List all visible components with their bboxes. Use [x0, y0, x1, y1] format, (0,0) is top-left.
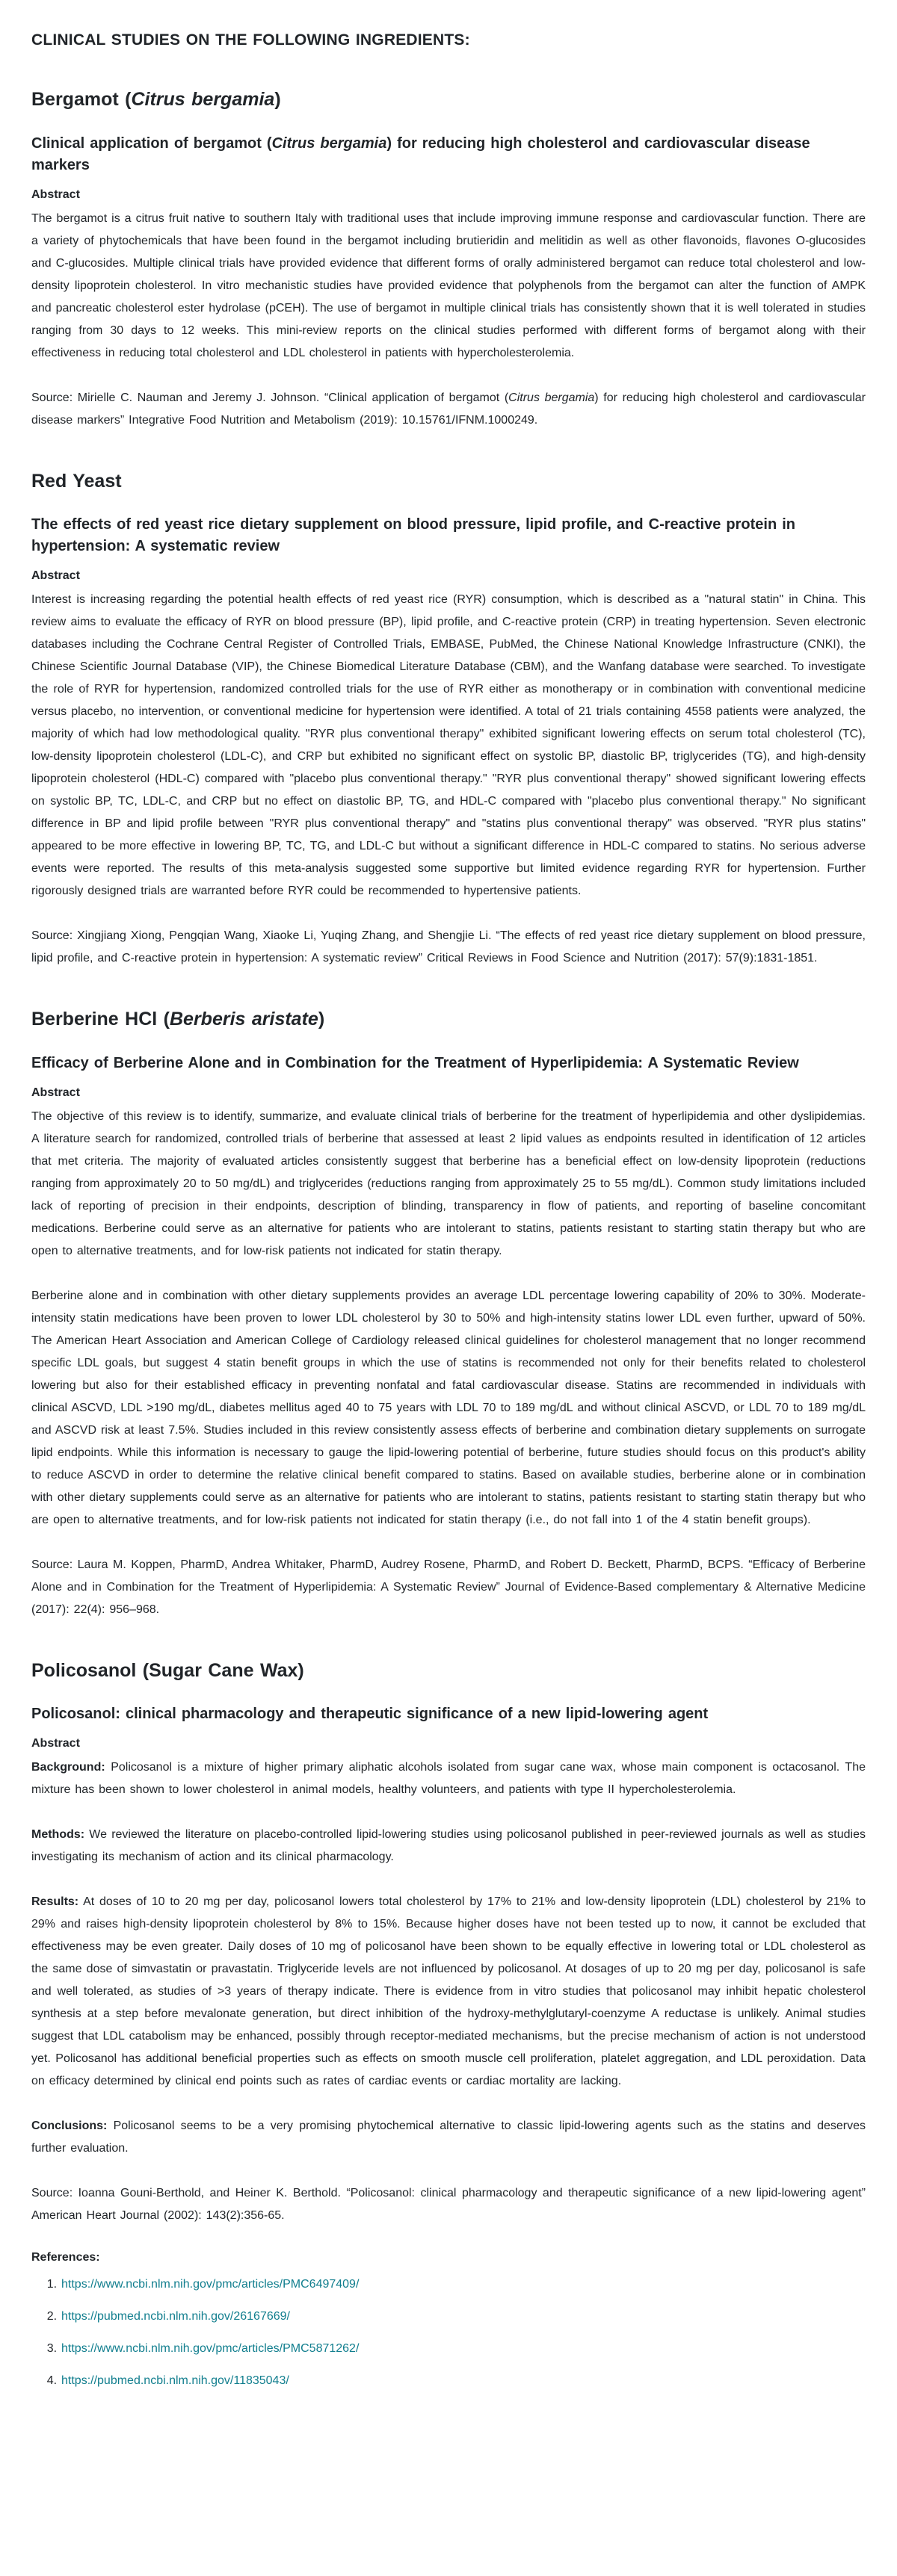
study-title-before: Policosanol: clinical pharmacology and therapeutic significance of a new lipid-lowering agent: [31, 1706, 709, 1723]
paragraph-text: We reviewed the literature on placebo-controlled lipid-lowering studies using policosanol published in peer-reviewed journals as well as studies investigating its mechanism of action and its clinical pharmacology.: [31, 1828, 866, 1864]
section-heading: [31, 469, 866, 494]
heading-text-before: Red Yeast: [31, 470, 122, 492]
reference-link-1[interactable]: https://www.ncbi.nlm.nih.gov/pmc/articles/PMC6497409/: [61, 2278, 360, 2291]
reference-item: [61, 2338, 866, 2360]
reference-link-4[interactable]: https://pubmed.ncbi.nlm.nih.gov/11835043/: [61, 2374, 289, 2388]
source-text-before: Source: Ioanna Gouni-Berthold, and Heiner K. Berthold. “Policosanol: clinical pharmacology and therapeutic significance of a new lipid-lowering agent” American Heart Journal (2002): 143(2):356-65.: [31, 2187, 866, 2223]
paragraph-label: Conclusions:: [31, 2120, 108, 2133]
section-red-yeast: [31, 469, 866, 970]
reference-link-3[interactable]: https://www.ncbi.nlm.nih.gov/pmc/articles/PMC5871262/: [61, 2342, 360, 2356]
source-text-before: Source: Laura M. Koppen, PharmD, Andrea Whitaker, PharmD, Audrey Rosene, PharmD, and Robert D. Beckett, PharmD, BCPS. “Efficacy of Berberine Alone and in Combination for the Treatment of Hyperlipidemia: A Systematic Review” Journal of Evidence-Based complementary & Alternative Medicine (2017): 22(4): 956–968.: [31, 1558, 866, 1616]
section-heading: [31, 1659, 866, 1683]
species-name-italic: Citrus bergamia: [508, 391, 595, 404]
abstract-paragraph: [31, 2115, 866, 2160]
study-title: [31, 1053, 866, 1074]
abstract-paragraph: [31, 1756, 866, 1801]
heading-text-before: Policosanol (Sugar Cane Wax): [31, 1659, 304, 1681]
reference-item: [61, 2370, 866, 2392]
heading-text-before: Berberine HCl (: [31, 1009, 170, 1030]
heading-text-after: ): [318, 1009, 325, 1030]
page-title: CLINICAL STUDIES ON THE FOLLOWING INGREDIENTS:: [31, 31, 470, 49]
study-title-before: Efficacy of Berberine Alone and in Combination for the Treatment of Hyperlipidemia: A Systematic Review: [31, 1054, 799, 1071]
paragraph-text: Interest is increasing regarding the potential health effects of red yeast rice (RYR) consumption, which is described as a "natural statin" in China. This review aims to evaluate the efficacy of RYR on blood pressure (BP), lipid profile, and C-reactive protein (CRP) in treating hypertension. Seven electronic databases including the Cochrane Central Register of Controlled Trials, EMBASE, PubMed, the Chinese National Knowledge Infrastructure (CNKI), the Chinese Scientific Journal Database (VIP), the Chinese Biomedical Literature Database (CBM), and the Wanfang database were searched. To investigate the role of RYR for hypertension, randomized controlled trials for the use of RYR either as monotherapy or in combination with conventional medicine versus placebo, no intervention, or conventional medicine for hypertension were identified. A total of 21 trials containing 4558 patients were analyzed, the majority of which had low methodological quality. "RYR plus conventional therapy" exhibited significant lowering effects on serum total cholesterol (TC), low-density lipoprotein cholesterol (LDL-C), and CRP but exhibited no significant effect on systolic BP, diastolic BP, triglycerides (TG), and high-density lipoprotein cholesterol (HDL-C) compared with "placebo plus conventional therapy." "RYR plus conventional therapy" showed significant lowering effects on systolic BP, TC, LDL-C, and CRP but no effect on diastolic BP, TG, and HDL-C compared with "placebo plus conventional therapy." No significant difference in BP and lipid profile between "RYR plus conventional therapy" and "statins plus conventional therapy" was observed. "RYR plus statins" appeared to be more effective in lowering BP, TC, TG, and LDL-C but without a significant difference in HDL-C compared to statins. No serious adverse events were reported. The results of this meta-analysis suggested some supportive but limited evidence regarding RYR for hypertension. Further rigorously designed trials are warranted before RYR could be recommended to hypertensive patients.: [31, 593, 866, 898]
reference-item: [61, 2306, 866, 2328]
paragraph-text: The objective of this review is to identify, summarize, and evaluate clinical trials of berberine for the treatment of hyperlipidemia and other dyslipidemias. A literature search for randomized, controlled trials of berberine that assessed at least 2 lipid values as endpoints resulted in identification of 12 articles that met criteria. The majority of evaluated articles consistently suggest that berberine has a beneficial effect on low-density lipoprotein (reductions ranging from approximately 20 to 50 mg/dL) and triglycerides (reductions ranging from approximately 25 to 55 mg/dL). Common study limitations included lack of reporting of precision in their endpoints, description of blinding, transparency in flow of patients, and reporting of baseline concomitant medications. Berberine could serve as an alternative for patients who are intolerant to statins, patients resistant to starting statin therapy but who are open to alternative treatments, and for low-risk patients not indicated for statin therapy.: [31, 1109, 866, 1257]
section-heading: [31, 1007, 866, 1032]
abstract-label: Abstract: [31, 1086, 80, 1099]
paragraph-text: Policosanol seems to be a very promising phytochemical alternative to classic lipid-lowering agents such as the statins and deserves further evaluation.: [31, 2120, 866, 2155]
abstract-label: Abstract: [31, 1737, 80, 1750]
source-citation: [31, 2182, 866, 2227]
section-bergamot: [31, 87, 866, 432]
references: [31, 2250, 866, 2392]
source-text-before: Source: Mirielle C. Nauman and Jeremy J. Johnson. “Clinical application of bergamot (: [31, 391, 509, 404]
study-title: [31, 1703, 866, 1725]
paragraph-text: At doses of 10 to 20 mg per day, policosanol lowers total cholesterol by 17% to 21% and low-density lipoprotein (LDL) cholesterol by 21% to 29% and raises high-density lipoprotein cholesterol by 8% to 15%. Because higher doses have not been tested up to now, it cannot be excluded that effectiveness may be even greater. Daily doses of 10 mg of policosanol have been shown to be equally effective in lowering total or LDL cholesterol as the same dose of simvastatin or pravastatin. Triglyceride levels are not influenced by policosanol. At dosages of up to 20 mg per day, policosanol is safe and well tolerated, as studies of >3 years of therapy indicate. There is evidence from in vitro studies that policosanol may inhibit hepatic cholesterol synthesis at a step before mevalonate generation, but direct inhibition of the hydroxy-methylglutaryl-coenzyme A reductase is unlikely. Animal studies suggest that LDL catabolism may be enhanced, possibly through receptor-mediated mechanisms, but the precise mechanism of action is not understood yet. Policosanol has additional beneficial properties such as effects on smooth muscle cell proliferation, platelet aggregation, and LDL peroxidation. Data on efficacy determined by clinical end points such as rates of cardiac events or cardiac mortality are lacking.: [31, 1895, 866, 2088]
abstract-label: Abstract: [31, 188, 80, 201]
reference-link-2[interactable]: https://pubmed.ncbi.nlm.nih.gov/26167669/: [61, 2310, 290, 2323]
abstract-paragraph: [31, 208, 866, 365]
references-label: References:: [31, 2251, 100, 2264]
paragraph-text: Policosanol is a mixture of higher primary aliphatic alcohols isolated from sugar cane wax, whose main component is octacosanol. The mixture has been shown to lower cholesterol in animal models, healthy volunteers, and patients with type II hypercholesterolemia.: [31, 1761, 866, 1797]
document: [31, 30, 866, 2392]
section-berberine: [31, 1007, 866, 1621]
source-citation: [31, 387, 866, 432]
source-citation: [31, 1554, 866, 1621]
section-heading: [31, 87, 866, 112]
abstract-label: Abstract: [31, 569, 80, 583]
source-citation: [31, 925, 866, 970]
abstract-paragraph: [31, 589, 866, 902]
source-text-after: ) for reducing high cholesterol and cardiovascular disease markers” Integrative Food Nutrition and Metabolism (2019): 10.15761/IFNM.1000249.: [31, 391, 866, 427]
study-title: [31, 514, 866, 557]
paragraph-text: The bergamot is a citrus fruit native to southern Italy with traditional uses that include improving immune response and cardiovascular function. There are a variety of phytochemicals that have been found in the bergamot including brutieridin and melitidin as well as other flavonoids, flavones O-glucosides and C-glucosides. Multiple clinical trials have provided evidence that different forms of orally administered bergamot can reduce total cholesterol and low-density lipoprotein cholesterol. In vitro mechanistic studies have provided evidence that polyphenols from the bergamot can alter the function of AMPK and pancreatic cholesterol ester hydrolase (pCEH). The use of bergamot in multiple clinical trials has consistently shown that it is well tolerated in studies ranging from 30 days to 12 weeks. This mini-review reports on the clinical studies performed with different forms of bergamot along with their effectiveness in reducing total cholesterol and LDL cholesterol in patients with hypercholesterolemia.: [31, 211, 866, 359]
heading-text-after: ): [274, 89, 281, 111]
abstract-paragraph: [31, 1891, 866, 2093]
study-title-before: The effects of red yeast rice dietary supplement on blood pressure, lipid profile, and C-reactive protein in hypertension: A systematic review: [31, 516, 795, 555]
paragraph-label: Methods:: [31, 1828, 85, 1842]
abstract-paragraph: [31, 1285, 866, 1532]
abstract-paragraph: [31, 1106, 866, 1263]
heading-text-before: Bergamot (: [31, 89, 132, 111]
study-title-before: Clinical application of bergamot (: [31, 134, 272, 152]
paragraph-label: Background:: [31, 1761, 105, 1774]
study-title-after: ) for reducing high cholesterol and cardiovascular disease markers: [31, 134, 810, 173]
species-name-italic: Citrus bergamia: [131, 89, 275, 111]
paragraph-text: Berberine alone and in combination with other dietary supplements provides an average LDL percentage lowering capability of 20% to 30%. Moderate-intensity statin medications have been proven to lower LDL cholesterol by 30 to 50% and high-intensity statins lower LDL even further, upward of 50%. The American Heart Association and American College of Cardiology released clinical guidelines for cholesterol management that no longer recommend specific LDL goals, but suggest 4 statin benefit groups in which the use of statins is recommended not only for their benefits related to cholesterol lowering but also for their established efficacy in preventing nonfatal and fatal cardiovascular disease. Statins are recommended in individuals with clinical ASCVD, LDL >190 mg/dL, diabetes mellitus aged 40 to 75 years with LDL 70 to 189 mg/dL and without clinical ASCVD, or LDL 70 to 189 mg/dL and ASCVD risk at least 7.5%. Studies included in this review consistently assess effects of berberine and combination dietary supplements on surrogate lipid endpoints. While this information is necessary to gauge the lipid-lowering potential of berberine, future studies should focus on this product's ability to reduce ASCVD in order to determine the relative clinical benefit compared to statins. Based on available studies, berberine alone or in combination with other dietary supplements could serve as an alternative for patients who are intolerant to statins, patients resistant to starting statin therapy but who are open to alternative treatments, and for low-risk patients not indicated for statin therapy (i.e., do not fall into 1 of the 4 statin benefit groups).: [31, 1289, 866, 1526]
references-list: [31, 2273, 866, 2392]
section-policosanol: [31, 1659, 866, 2228]
species-name-italic: Berberis aristate: [169, 1009, 318, 1030]
study-title: [31, 133, 866, 176]
reference-item: [61, 2273, 866, 2296]
abstract-paragraph: [31, 1824, 866, 1868]
species-name-italic: Citrus bergamia: [271, 134, 387, 152]
paragraph-label: Results:: [31, 1895, 79, 1909]
source-text-before: Source: Xingjiang Xiong, Pengqian Wang, Xiaoke Li, Yuqing Zhang, and Shengjie Li. “The effects of red yeast rice dietary supplement on blood pressure, lipid profile, and C-reactive protein in hypertension: A systematic review” Critical Reviews in Food Science and Nutrition (2017): 57(9):1831-1851.: [31, 929, 866, 965]
